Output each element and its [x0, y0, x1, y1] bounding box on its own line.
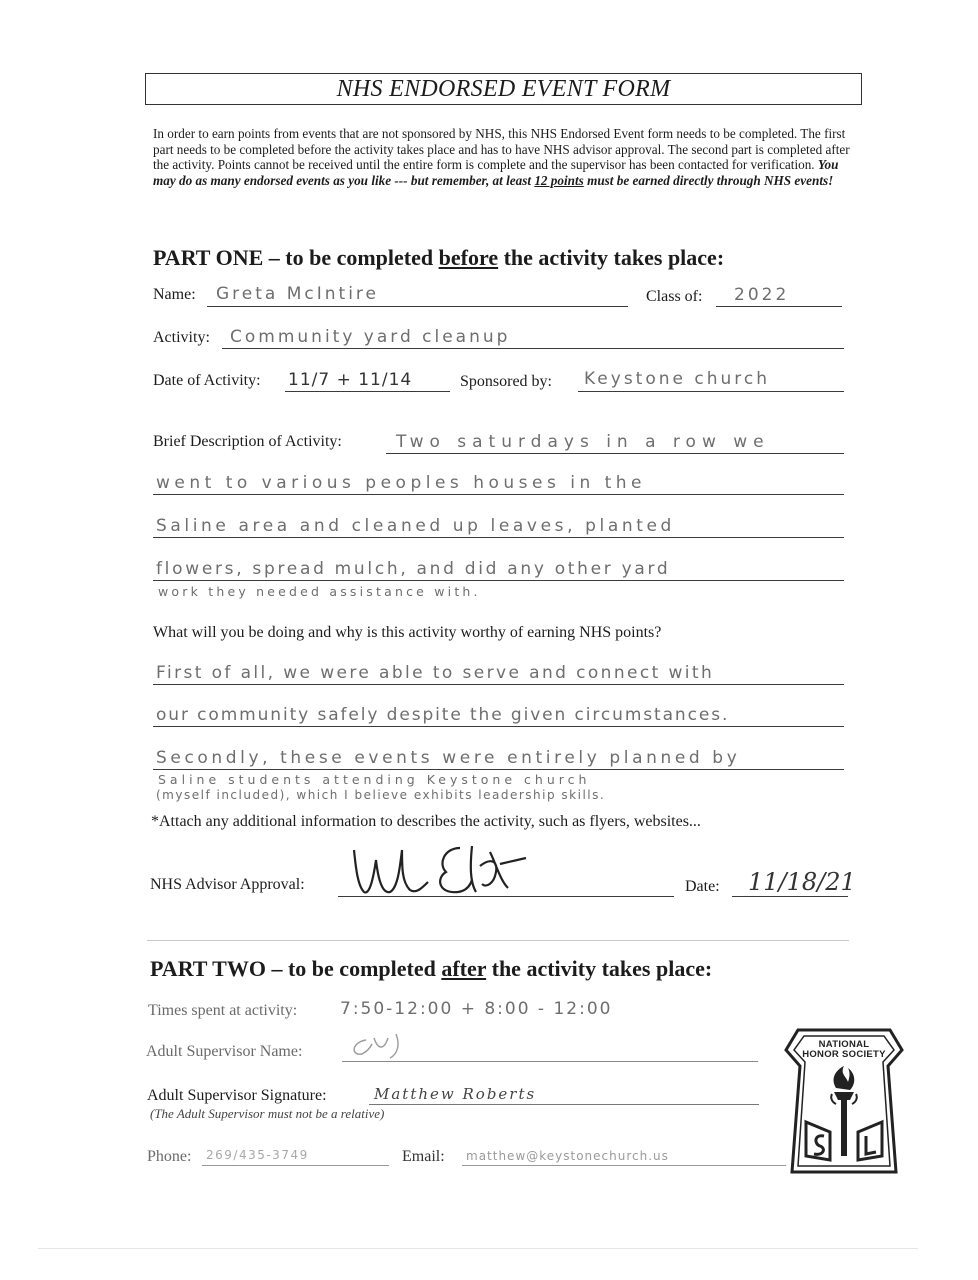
description-label: Brief Description of Activity: — [153, 433, 342, 450]
description-text-4: flowers, spread mulch, and did any other yard — [156, 559, 671, 579]
class-line — [716, 306, 842, 307]
sponsor-label: Sponsored by: — [460, 373, 552, 390]
description-text-3: Saline area and cleaned up leaves, planted — [156, 516, 675, 536]
logo-line-2: HONOR SOCIETY — [802, 1049, 886, 1060]
worthy-line-3 — [153, 769, 844, 770]
supervisor-signature-value: Matthew Roberts — [374, 1085, 537, 1103]
intro-text: In order to earn points from events that are not sponsored by NHS, this NHS Endorsed Event form needs to be completed. The first part needs to be completed before the activity takes place and has to have NHS advisor approval. The second part is completed after the activity. Points cannot be received until the entire form is complete and the supervisor has been contacted for verification. — [153, 126, 850, 173]
advisor-signature — [340, 836, 540, 902]
section-divider — [147, 940, 849, 941]
class-label: Class of: — [646, 288, 703, 305]
sponsor-line — [578, 391, 844, 392]
supervisor-signature-line — [369, 1104, 759, 1105]
worthy-text-4: Saline students attending Keystone church — [158, 772, 591, 787]
intro-bold-points: 12 points — [534, 172, 584, 188]
email-label: Email: — [402, 1148, 445, 1165]
time-label: Times spent at activity: — [148, 1002, 298, 1019]
intro-paragraph — [153, 126, 853, 188]
part-two-heading: PART TWO – to be completed after the activity takes place: — [150, 956, 713, 981]
relative-note: (The Adult Supervisor must not be a relative) — [150, 1106, 385, 1121]
attach-note: *Attach any additional information to describes the activity, such as flyers, websites... — [151, 813, 701, 830]
worthy-line-2 — [153, 726, 844, 727]
worthy-text-2: our community safely despite the given circumstances. — [156, 705, 730, 725]
name-line — [207, 306, 628, 307]
scan-edge — [38, 1248, 918, 1249]
description-text-1: Two saturdays in a row we — [396, 432, 770, 452]
worthy-label: What will you be doing and why is this activity worthy of earning NHS points? — [153, 624, 662, 641]
date2-line — [732, 896, 848, 897]
worthy-text-5: (myself included), which I believe exhibits leadership skills. — [156, 788, 606, 802]
worthy-text-1: First of all, we were able to serve and connect with — [156, 663, 715, 683]
time-value: 7:50-12:00 + 8:00 - 12:00 — [340, 999, 613, 1019]
phone-line — [202, 1165, 389, 1166]
supervisor-name-scribble — [344, 1030, 404, 1062]
description-line-2 — [153, 494, 844, 495]
activity-label: Activity: — [153, 329, 210, 346]
description-line-1 — [386, 453, 844, 454]
phone-value: 269/435-3749 — [206, 1148, 309, 1162]
name-label: Name: — [153, 286, 196, 303]
worthy-line-1 — [153, 684, 844, 685]
phone-label: Phone: — [147, 1148, 192, 1165]
nhs-logo — [784, 1026, 904, 1176]
description-line-4 — [153, 580, 844, 581]
description-line-3 — [153, 537, 844, 538]
date2-value: 11/18/21 — [748, 868, 856, 896]
activity-value: Community yard cleanup — [230, 327, 511, 347]
form-title: NHS ENDORSED EVENT FORM — [145, 73, 862, 105]
email-value: matthew@keystonechurch.us — [466, 1149, 669, 1163]
worthy-text-3: Secondly, these events were entirely planned by — [156, 748, 741, 768]
date-value: 11/7 + 11/14 — [288, 370, 413, 390]
date-line — [285, 391, 450, 392]
advisor-label: NHS Advisor Approval: — [150, 876, 305, 893]
supervisor-name-label: Adult Supervisor Name: — [146, 1043, 303, 1060]
sponsor-value: Keystone church — [584, 369, 771, 389]
description-text-2: went to various peoples houses in the — [156, 473, 647, 493]
intro-bold-a: You may do as many endorsed events as you like --- but remember, at least — [153, 157, 839, 188]
supervisor-name-line — [342, 1061, 758, 1062]
name-value: Greta McIntire — [216, 284, 380, 304]
part-one-heading: PART ONE – to be completed before the activity takes place: — [153, 245, 725, 270]
date2-label: Date: — [685, 878, 720, 895]
logo-line-1: NATIONAL — [818, 1039, 870, 1050]
intro-bold-b: must be earned directly through NHS events! — [587, 172, 834, 188]
class-value: 2022 — [734, 285, 790, 305]
description-text-5: work they needed assistance with. — [158, 584, 481, 599]
supervisor-signature-label: Adult Supervisor Signature: — [147, 1087, 327, 1104]
date-label: Date of Activity: — [153, 372, 261, 389]
email-line — [462, 1165, 786, 1166]
activity-line — [222, 348, 844, 349]
